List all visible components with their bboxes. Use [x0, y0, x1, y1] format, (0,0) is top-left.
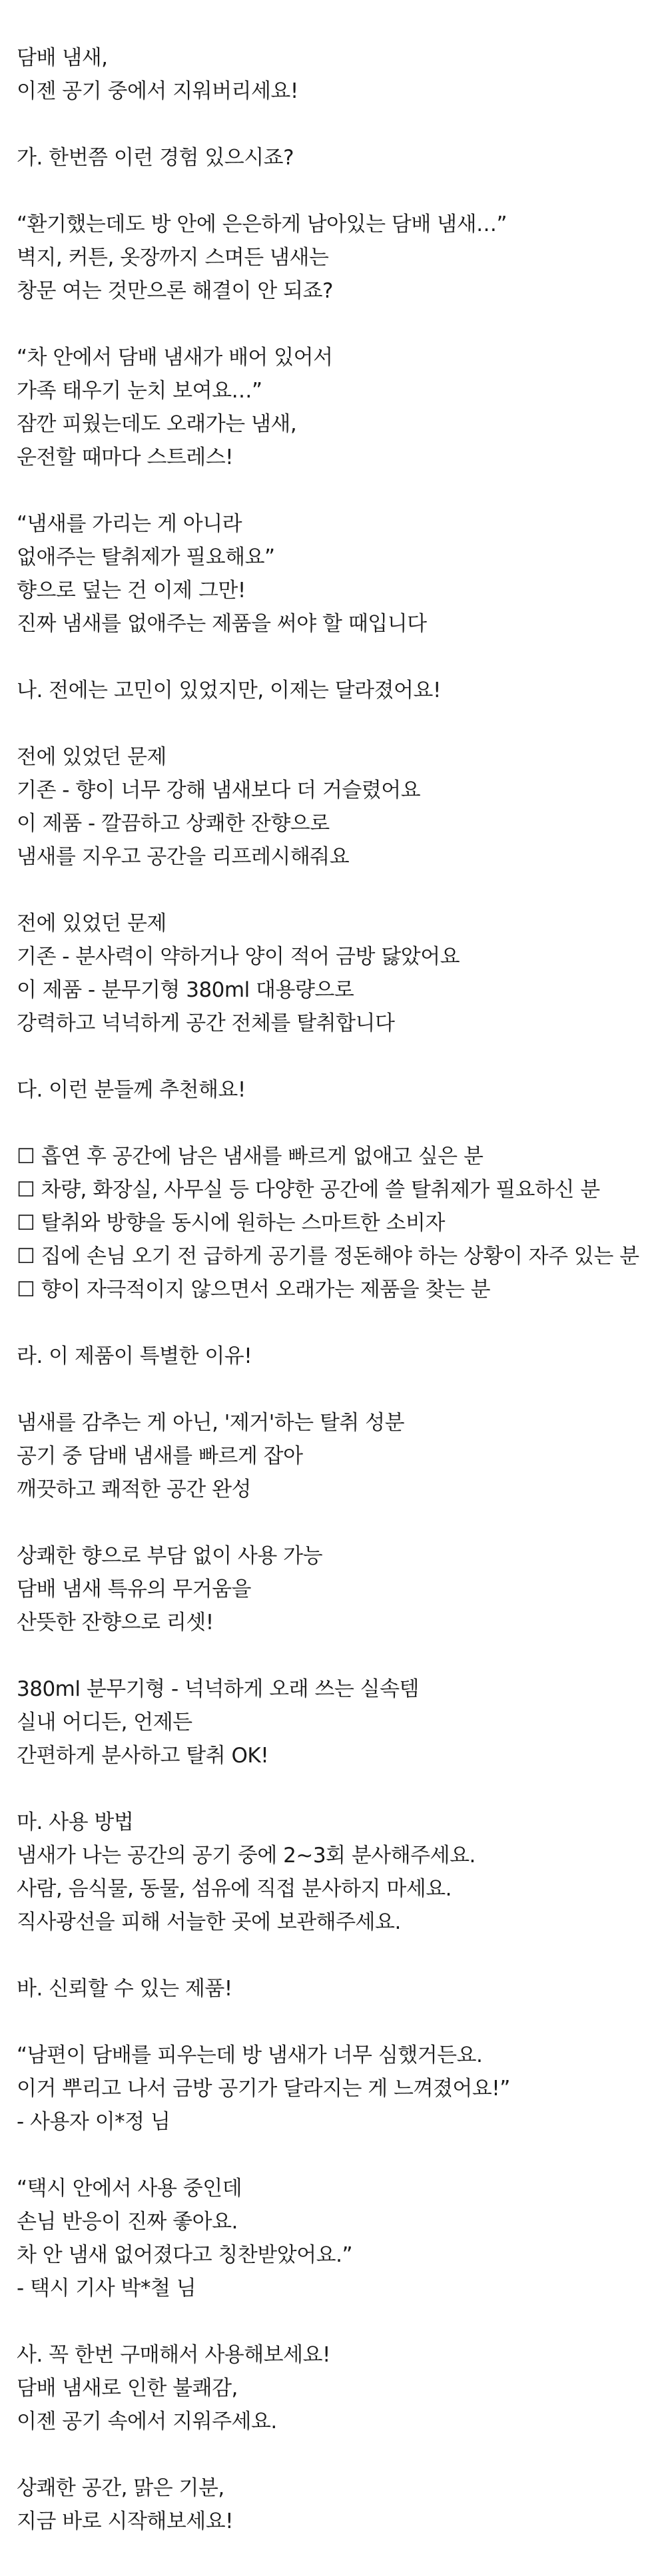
text-line: 이 제품 - 깔끔하고 상쾌한 잔향으로 — [17, 812, 330, 836]
text-line: 사. 꼭 한번 구매해서 사용해보세요! — [17, 2343, 330, 2367]
blank-line — [17, 2005, 666, 2039]
blank-line — [17, 308, 666, 341]
text-line: 담배 냄새 특유의 무거움을 — [17, 1577, 251, 1601]
text-line: ☐ 탈취와 방향을 동시에 원하는 스마트한 소비자 — [17, 1211, 445, 1235]
text-line: 잠깐 피웠는데도 오래가는 냄새, — [17, 412, 297, 436]
text-line: - 사용자 이*정 님 — [17, 2110, 170, 2134]
text-line: 산뜻한 잔향으로 리셋! — [17, 1611, 214, 1635]
blank-line — [17, 2438, 666, 2471]
blank-line — [17, 474, 666, 507]
text-line: 이거 뿌리고 나서 금방 공기가 달라지는 게 느껴졌어요!” — [17, 2077, 510, 2101]
blank-line — [17, 1939, 666, 1972]
blank-line — [17, 2139, 666, 2172]
text-line: 강력하고 넉넉하게 공간 전체를 탈취합니다 — [17, 1011, 395, 1035]
text-line: 실내 어디든, 언제든 — [17, 1710, 192, 1734]
text-line: 바. 신뢰할 수 있는 제품! — [17, 1977, 232, 2001]
text-line: - 택시 기사 박*철 님 — [17, 2276, 196, 2300]
text-line: 라. 이 제품이 특별한 이유! — [17, 1344, 252, 1368]
blank-line — [17, 1306, 666, 1340]
text-line: 상쾌한 공간, 맑은 기분, — [17, 2476, 224, 2500]
text-line: ☐ 집에 손님 오기 전 급하게 공기를 정돈해야 하는 상황이 자주 있는 분 — [17, 1244, 639, 1268]
text-line: 공기 중 담배 냄새를 빠르게 잡아 — [17, 1444, 303, 1468]
text-line: 기존 - 분사력이 약하거나 양이 적어 금방 닳았어요 — [17, 945, 460, 969]
text-line: 냄새가 나는 공간의 공기 중에 2~3회 분사해주세요. — [17, 1844, 476, 1868]
text-line: 직사광선을 피해 서늘한 곳에 보관해주세요. — [17, 1910, 401, 1934]
text-line: “차 안에서 담배 냄새가 배어 있어서 — [17, 346, 333, 370]
text-line: ☐ 향이 자극적이지 않으면서 오래가는 제품을 찾는 분 — [17, 1278, 491, 1302]
text-line: 가. 한번쯤 이런 경험 있으시죠? — [17, 146, 294, 170]
text-line: 이 제품 - 분무기형 380ml 대용량으로 — [17, 978, 354, 1002]
blank-line — [17, 1506, 666, 1539]
text-line: ☐ 차량, 화장실, 사무실 등 다양한 공간에 쓸 탈취제가 필요하신 분 — [17, 1178, 600, 1202]
text-line: 깨끗하고 쾌적한 공간 완성 — [17, 1477, 251, 1501]
text-line: 차 안 냄새 없어졌다고 칭찬받았어요.” — [17, 2243, 353, 2267]
text-line: 나. 전에는 고민이 있었지만, 이제는 달라졌어요! — [17, 678, 441, 702]
text-line: 기존 - 향이 너무 강해 냄새보다 더 거슬렸어요 — [17, 778, 421, 802]
text-line: 380ml 분무기형 - 넉넉하게 오래 쓰는 실속템 — [17, 1677, 419, 1701]
text-line: 진짜 냄새를 없애주는 제품을 써야 할 때입니다 — [17, 612, 427, 636]
text-line: ☐ 흡연 후 공간에 남은 냄새를 빠르게 없애고 싶은 분 — [17, 1145, 484, 1168]
blank-line — [17, 1107, 666, 1140]
blank-line — [17, 1772, 666, 1806]
text-line: 다. 이런 분들께 추천해요! — [17, 1078, 246, 1102]
text-line: 간편하게 분사하고 탈취 OK! — [17, 1744, 269, 1768]
blank-line — [17, 108, 666, 141]
text-line: 이젠 공기 속에서 지워주세요. — [17, 2410, 277, 2434]
blank-line — [17, 2305, 666, 2338]
blank-line — [17, 641, 666, 674]
text-line: 손님 반응이 진짜 좋아요. — [17, 2210, 238, 2234]
text-line: 냄새를 감추는 게 아닌, '제거'하는 탈취 성분 — [17, 1411, 405, 1435]
blank-line — [17, 1040, 666, 1073]
text-line: 이젠 공기 중에서 지워버리세요! — [17, 79, 298, 103]
text-line: 전에 있었던 문제 — [17, 911, 166, 935]
blank-line — [17, 1639, 666, 1673]
blank-line — [17, 174, 666, 208]
text-line: 사람, 음식물, 동물, 섬유에 직접 분사하지 마세요. — [17, 1877, 452, 1901]
text-line: 상쾌한 향으로 부담 없이 사용 가능 — [17, 1544, 323, 1568]
blank-line — [17, 707, 666, 740]
text-line: 담배 냄새로 인한 불쾌감, — [17, 2376, 238, 2400]
text-line: 가족 태우기 눈치 보여요…” — [17, 379, 262, 403]
text-line: “환기했는데도 방 안에 은은하게 남아있는 담배 냄새…” — [17, 212, 507, 236]
text-line: 벽지, 커튼, 옷장까지 스며든 냄새는 — [17, 246, 329, 270]
text-line: 전에 있었던 문제 — [17, 745, 166, 769]
text-line: 창문 여는 것만으론 해결이 안 되죠? — [17, 279, 333, 303]
blank-line — [17, 1373, 666, 1406]
text-line: “남편이 담배를 피우는데 방 냄새가 너무 심했거든요. — [17, 2043, 483, 2067]
text-line: 마. 사용 방법 — [17, 1810, 134, 1834]
text-line: 지금 바로 시작해보세요! — [17, 2509, 234, 2533]
blank-line — [17, 874, 666, 907]
text-line: 담배 냄새, — [17, 46, 108, 70]
text-line: 냄새를 지우고 공간을 리프레시해줘요 — [17, 845, 350, 869]
text-line: 향으로 덮는 건 이제 그만! — [17, 579, 246, 603]
text-line: 없애주는 탈취제가 필요해요” — [17, 545, 275, 569]
text-line: “냄새를 가리는 게 아니라 — [17, 512, 242, 536]
text-line: “택시 안에서 사용 중인데 — [17, 2177, 242, 2200]
text-line: 운전할 때마다 스트레스! — [17, 445, 234, 469]
